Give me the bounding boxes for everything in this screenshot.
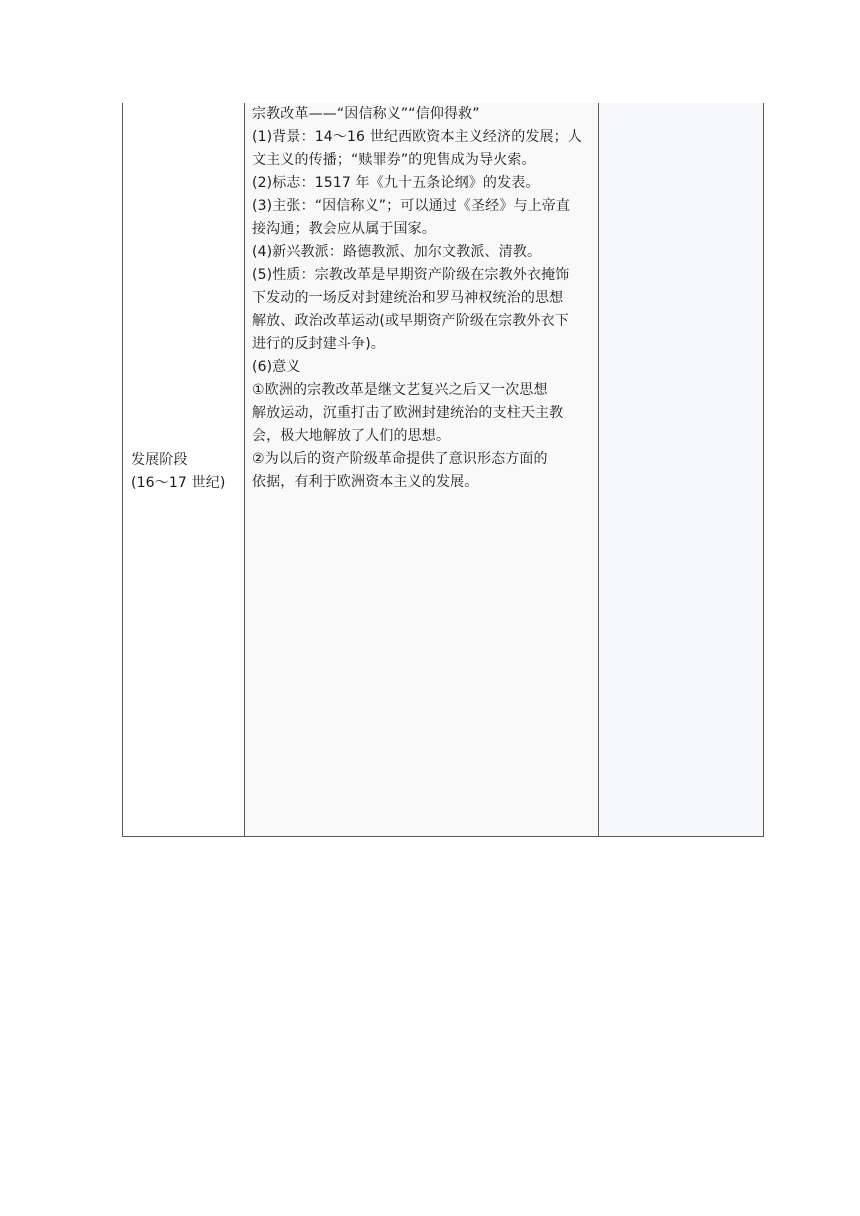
stage-label-line: (16～17 世纪) <box>131 475 226 491</box>
content-line: 依据，有利于欧洲资本主义的发展。 <box>252 474 479 490</box>
stage-label-line: 发展阶段 <box>131 452 188 468</box>
content-line: (2)标志：1517 年《九十五条论纲》的发表。 <box>252 175 540 191</box>
content-line: 接沟通；教会应从属于国家。 <box>252 221 436 237</box>
content-line: 解放、政治改革运动(或早期资产阶级在宗教外衣下 <box>252 313 569 329</box>
content-line: 下发动的一场反对封建统治和罗马神权统治的思想 <box>252 290 564 306</box>
content-line: (1)背景：14～16 世纪西欧资本主义经济的发展；人 <box>252 129 582 145</box>
content-cell <box>245 103 599 837</box>
content-text <box>252 103 596 494</box>
stage-cell <box>122 103 245 837</box>
content-line: (3)主张：“因信称义”；可以通过《圣经》与上帝直 <box>252 198 571 214</box>
content-line: (6)意义 <box>252 359 301 375</box>
content-heading: 宗教改革——“因信称义”“信仰得救” <box>252 106 480 122</box>
content-line: ②为以后的资产阶级革命提供了意识形态方面的 <box>252 451 548 467</box>
content-line: (5)性质：宗教改革是早期资产阶级在宗教外衣掩饰 <box>252 267 570 283</box>
history-table <box>122 103 764 837</box>
empty-cell <box>599 103 764 837</box>
content-line: ①欧洲的宗教改革是继文艺复兴之后又一次思想 <box>252 382 548 398</box>
content-line: 文主义的传播；“赎罪券”的兜售成为导火索。 <box>252 152 536 168</box>
content-line: 进行的反封建斗争)。 <box>252 336 385 352</box>
content-line: 会，极大地解放了人们的思想。 <box>252 428 451 444</box>
content-line: 解放运动，沉重打击了欧洲封建统治的支柱天主教 <box>252 405 564 421</box>
content-line: (4)新兴教派：路德教派、加尔文教派、清教。 <box>252 244 542 260</box>
stage-label <box>131 449 226 495</box>
